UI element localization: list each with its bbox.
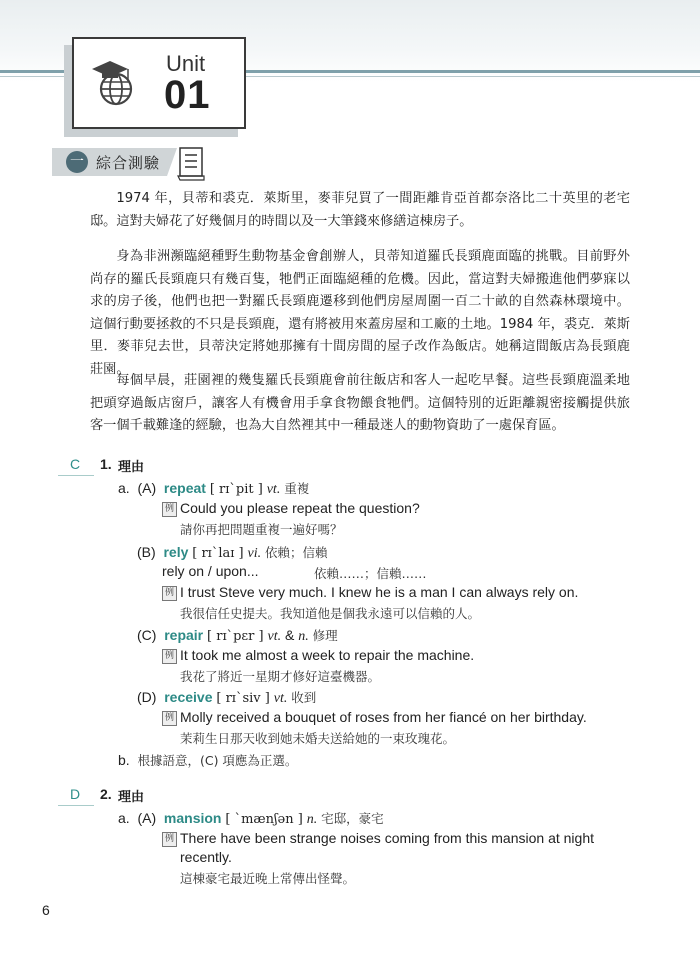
graduation-globe-icon (88, 57, 142, 111)
question-number: 2. (100, 786, 112, 802)
example-icon: 例 (162, 586, 177, 601)
part-of-speech: vt. (273, 691, 288, 706)
example-en-cont: recently. (180, 849, 232, 865)
question-label: 理由 (118, 790, 145, 805)
item-marker: a. (118, 480, 130, 496)
option-row (137, 688, 316, 707)
part-of-speech: vi. (247, 546, 262, 561)
unit-label: Unit (166, 51, 206, 76)
section-marker: 一 (66, 151, 88, 173)
item-marker: a. (118, 810, 130, 826)
example-en: There have been strange noises coming from this mansion at night (180, 830, 595, 846)
phonetic: [ rɪˋlaɪ ] (192, 546, 244, 561)
part-of-speech: vt. (266, 482, 281, 497)
meaning: 重複 (284, 481, 310, 496)
phrase: rely on / upon... (162, 563, 259, 579)
meaning: 收到 (291, 690, 317, 705)
section-header (52, 148, 202, 180)
phonetic: [ rɪˋsiv ] (216, 691, 270, 706)
conclusion-text: 根據語意，(C) 項應為正選。 (137, 753, 298, 768)
example-icon: 例 (162, 711, 177, 726)
ampersand: & (284, 627, 295, 643)
conclusion-row (118, 751, 297, 769)
answer-underline (58, 805, 94, 806)
option-letter: (A) (137, 480, 157, 496)
option-letter: (C) (137, 627, 157, 643)
phrase-meaning: 依賴……；信賴…… (314, 566, 427, 581)
vocab-word: repeat (163, 480, 206, 496)
option-row (137, 626, 338, 645)
phonetic: [ ˋmænʃən ] (225, 812, 303, 827)
section-title: 綜合測驗 (96, 154, 161, 172)
option-letter: (D) (137, 689, 157, 705)
passage-paragraph-2: 身為非洲瀕臨絕種野生動物基金會創辦人，貝蒂知道羅氏長頸鹿面臨的挑戰。目前野外尚存的羅氏長頸鹿只有幾百隻，牠們正面臨絕種的危機。因此，當這對夫婦搬進他們夢寐以求的房子後，他們也把一對羅氏長頸鹿遷移到他們房屋周圍一百二十畝的自然森林環境中。這個行動要拯救的不只是長頸鹿，還有將被用來蓋房屋和工廠的土地。1984 年，裘克．萊斯里．麥菲兒去世，貝蒂決定將她那擁有十間房間的屋子改作為飯店。她稱這間飯店為長頸鹿莊園。 (90, 249, 630, 377)
page-number: 6 (42, 902, 50, 918)
part-of-speech: vt. (267, 629, 282, 644)
meaning: 修理 (312, 628, 338, 643)
unit-badge (72, 37, 246, 129)
part-of-speech: n. (306, 812, 318, 827)
example-en: I trust Steve very much. I knew he is a man I can always rely on. (180, 584, 579, 600)
example-zh: 我花了將近一星期才修好這臺機器。 (180, 669, 381, 684)
example-icon: 例 (162, 649, 177, 664)
vocab-word: rely (163, 544, 189, 560)
meaning: 依賴；信賴 (265, 545, 328, 560)
example-en: It took me almost a week to repair the machine. (180, 647, 475, 663)
vocab-word: mansion (163, 810, 222, 826)
option-row (118, 809, 384, 828)
vocab-word: repair (164, 627, 204, 643)
phonetic: [ rɪˋpit ] (209, 482, 263, 497)
example-icon: 例 (162, 502, 177, 517)
part-of-speech-2: n. (298, 629, 309, 644)
unit-number: 01 (164, 73, 211, 117)
phonetic: [ rɪˋpɛr ] (207, 629, 264, 644)
example-zh: 我很信任史提夫。我知道他是個我永遠可以信賴的人。 (180, 606, 481, 621)
option-row (137, 543, 328, 562)
answer-underline (58, 475, 94, 476)
example-icon: 例 (162, 832, 177, 847)
option-letter: (A) (137, 810, 157, 826)
option-row (118, 479, 309, 498)
example-en: Could you please repeat the question? (180, 500, 420, 516)
question-label: 理由 (118, 460, 145, 475)
example-zh: 請你再把問題重複一遍好嗎？ (180, 522, 343, 537)
example-en: Molly received a bouquet of roses from her fiancé on her birthday. (180, 709, 587, 725)
item-marker: b. (118, 752, 130, 768)
answer-letter: C (70, 456, 81, 472)
example-zh: 這棟豪宅最近晚上常傳出怪聲。 (180, 871, 356, 886)
meaning: 宅邸，豪宅 (321, 811, 384, 826)
passage-paragraph-1: 1974 年，貝蒂和裘克．萊斯里，麥菲兒買了一間距離肯亞首都奈洛比二十英里的老宅邸。這對夫婦花了好幾個月的時間以及一大筆錢來修繕這棟房子。 (90, 191, 630, 229)
question-number: 1. (100, 456, 112, 472)
option-letter: (B) (137, 544, 156, 560)
document-icon (176, 146, 208, 182)
passage-paragraph-3: 每個早晨，莊園裡的幾隻羅氏長頸鹿會前往飯店和客人一起吃早餐。這些長頸鹿溫柔地把頭穿過飯店窗戶，讓客人有機會用手拿食物餵食牠們。這個特別的近距離親密接觸提供旅客一個千載難逢的經驗，也為大自然裡其中一種最迷人的動物資助了一處保育區。 (90, 373, 630, 433)
vocab-word: receive (164, 689, 213, 705)
answer-letter: D (70, 786, 81, 802)
example-zh: 茉莉生日那天收到她未婚夫送給她的一束玫瑰花。 (180, 731, 456, 746)
